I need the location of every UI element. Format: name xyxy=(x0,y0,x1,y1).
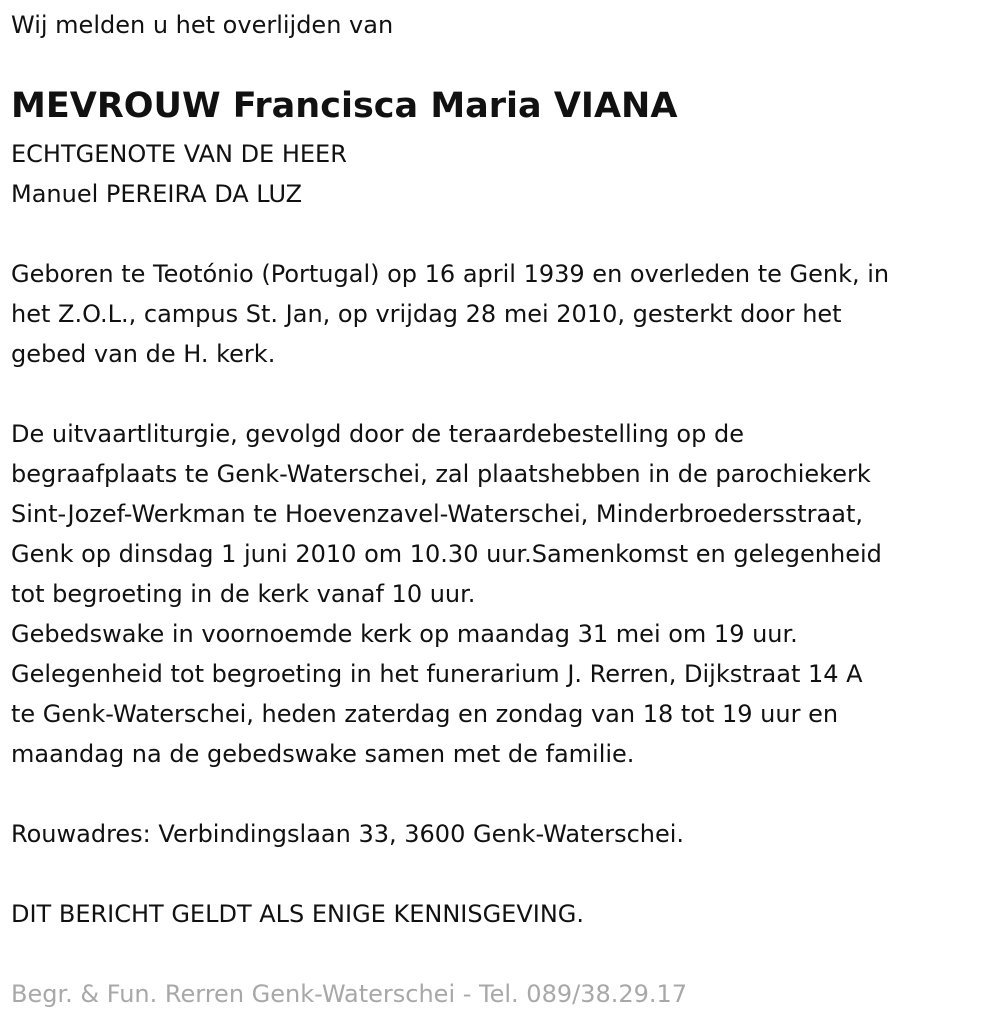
intro-text: Wij melden u het overlijden van xyxy=(11,11,394,39)
funeral-line-6: Gebedswake in voornoemde kerk op maandag 31 mei om 19 uur. xyxy=(11,620,798,648)
funeral-line-1: De uitvaartliturgie, gevolgd door de teraardebestelling op de xyxy=(11,420,744,448)
funeral-home-footer: Begr. & Fun. Rerren Genk-Waterschei - Tel. 089/38.29.17 xyxy=(11,980,688,1008)
spouse-line-1: ECHTGENOTE VAN DE HEER xyxy=(11,140,347,168)
funeral-line-7: Gelegenheid tot begroeting in het funerarium J. Rerren, Dijkstraat 14 A xyxy=(11,660,863,688)
deceased-name-title: MEVROUW Francisca Maria VIANA xyxy=(11,86,678,126)
mourning-address: Rouwadres: Verbindingslaan 33, 3600 Genk-Waterschei. xyxy=(11,820,685,848)
funeral-line-2: begraafplaats te Genk-Waterschei, zal plaatshebben in de parochiekerk xyxy=(11,460,871,488)
funeral-line-4: Genk op dinsdag 1 juni 2010 om 10.30 uur.Samenkomst en gelegenheid xyxy=(11,540,882,568)
funeral-line-3: Sint-Jozef-Werkman te Hoevenzavel-Waterschei, Minderbroedersstraat, xyxy=(11,500,863,528)
birth-line-3: gebed van de H. kerk. xyxy=(11,340,276,368)
funeral-line-5: tot begroeting in de kerk vanaf 10 uur. xyxy=(11,580,476,608)
birth-line-2: het Z.O.L., campus St. Jan, op vrijdag 28 mei 2010, gesterkt door het xyxy=(11,300,842,328)
notice-statement: DIT BERICHT GELDT ALS ENIGE KENNISGEVING. xyxy=(11,900,585,928)
funeral-line-8: te Genk-Waterschei, heden zaterdag en zondag van 18 tot 19 uur en xyxy=(11,700,839,728)
funeral-line-9: maandag na de gebedswake samen met de familie. xyxy=(11,740,635,768)
birth-line-1: Geboren te Teotónio (Portugal) op 16 april 1939 en overleden te Genk, in xyxy=(11,260,890,288)
spouse-line-2: Manuel PEREIRA DA LUZ xyxy=(11,180,303,208)
